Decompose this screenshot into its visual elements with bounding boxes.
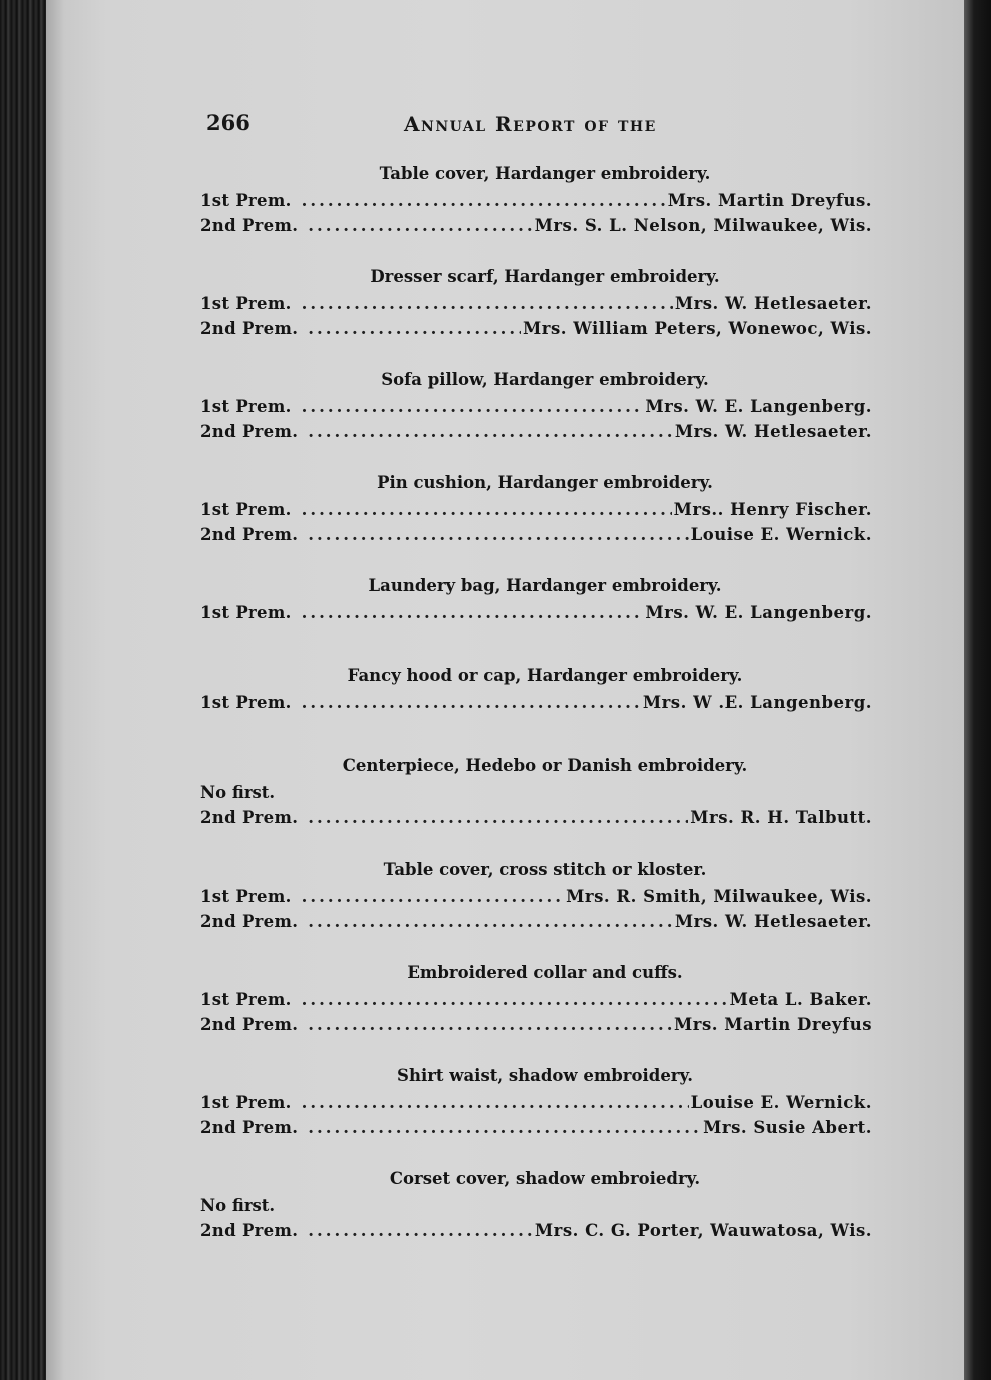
premium-label: 2nd Prem. <box>200 1015 299 1034</box>
premium-winner: Mrs. C. G. Porter, Wauwatosa, Wis. <box>534 1221 872 1240</box>
dot-leader <box>308 316 521 341</box>
section-table-cover-hardanger <box>200 160 872 263</box>
premium-entry <box>200 1090 872 1115</box>
dot-leader <box>302 394 644 419</box>
premium-label: 1st Prem. <box>200 693 292 712</box>
premium-winner: Mrs.. Henry Fischer. <box>673 500 872 519</box>
section-title: Dresser scarf, Hardanger embroidery. <box>370 267 720 286</box>
dot-leader <box>308 213 532 238</box>
premium-winner: Louise E. Wernick. <box>690 1093 872 1112</box>
section-title: Sofa pillow, Hardanger embroidery. <box>381 370 709 389</box>
premium-entry <box>200 1115 872 1140</box>
premium-winner: Mrs. W. Hetlesaeter. <box>674 912 872 931</box>
premium-label: 2nd Prem. <box>200 216 299 235</box>
section-title: Table cover, cross stitch or kloster. <box>383 860 707 879</box>
dot-leader <box>308 1115 701 1140</box>
premium-label: 1st Prem. <box>200 887 292 906</box>
premium-entry <box>200 291 872 316</box>
premium-winner: Mrs. Martin Dreyfus <box>674 1015 872 1034</box>
premium-label: 2nd Prem. <box>200 912 299 931</box>
section-table-cover-cross-stitch <box>200 856 872 959</box>
premium-label: 1st Prem. <box>200 294 292 313</box>
premium-entry <box>200 690 872 715</box>
premium-winner: Louise E. Wernick. <box>690 525 872 544</box>
book-binding <box>0 0 46 1380</box>
premium-entry <box>200 419 872 444</box>
premium-label: 2nd Prem. <box>200 808 299 827</box>
premium-entry <box>200 805 872 830</box>
page-number: 266 <box>206 110 250 135</box>
dot-leader <box>302 497 672 522</box>
premium-label: 2nd Prem. <box>200 525 299 544</box>
premium-label: 1st Prem. <box>200 191 292 210</box>
premium-winner: Meta L. Baker. <box>729 990 872 1009</box>
running-head: Annual Report of the <box>404 112 657 136</box>
premium-label: 1st Prem. <box>200 500 292 519</box>
premium-winner: Mrs. R. Smith, Milwaukee, Wis. <box>566 887 872 906</box>
dot-leader <box>302 188 666 213</box>
section-corset-cover <box>200 1165 872 1269</box>
premium-label: 2nd Prem. <box>200 1221 299 1240</box>
premium-label: 1st Prem. <box>200 397 292 416</box>
premium-winner: Mrs. Martin Dreyfus. <box>667 191 872 210</box>
section-centerpiece-hedebo <box>200 752 872 856</box>
premium-entry <box>200 497 872 522</box>
scan-edge <box>964 0 991 1380</box>
dot-leader <box>308 1012 672 1037</box>
premium-winner: Mrs. S. L. Nelson, Milwaukee, Wis. <box>534 216 872 235</box>
section-sofa-pillow <box>200 366 872 469</box>
premium-list <box>200 160 872 1269</box>
dot-leader <box>308 1218 533 1243</box>
section-shirt-waist <box>200 1062 872 1165</box>
section-pin-cushion <box>200 469 872 572</box>
premium-winner: Mrs. W. Hetlesaeter. <box>674 294 872 313</box>
premium-entry <box>200 909 872 934</box>
premium-winner: Mrs. W. Hetlesaeter. <box>674 422 872 441</box>
premium-entry <box>200 394 872 419</box>
premium-entry <box>200 987 872 1012</box>
section-title: Centerpiece, Hedebo or Danish embroidery. <box>342 756 748 775</box>
dot-leader <box>302 884 565 909</box>
section-title: Laundery bag, Hardanger embroidery. <box>368 576 722 595</box>
dot-leader <box>302 690 641 715</box>
premium-entry <box>200 316 872 341</box>
premium-winner: Mrs. William Peters, Wonewoc, Wis. <box>523 319 872 338</box>
section-laundery-bag <box>200 572 872 662</box>
premium-label: 1st Prem. <box>200 603 292 622</box>
document-page <box>46 0 964 1380</box>
dot-leader <box>302 291 673 316</box>
premium-entry <box>200 1218 872 1243</box>
premium-label: 1st Prem. <box>200 1093 292 1112</box>
premium-label: 2nd Prem. <box>200 1118 299 1137</box>
section-dresser-scarf <box>200 263 872 366</box>
dot-leader <box>302 987 728 1012</box>
dot-leader <box>308 522 688 547</box>
premium-entry <box>200 213 872 238</box>
section-title: Table cover, Hardanger embroidery. <box>379 164 711 183</box>
section-title: Shirt waist, shadow embroidery. <box>397 1066 693 1085</box>
dot-leader <box>308 909 673 934</box>
dot-leader <box>308 805 688 830</box>
section-embroidered-collar <box>200 959 872 1062</box>
premium-entry <box>200 884 872 909</box>
premium-entry <box>200 600 872 625</box>
no-first-note: No first. <box>200 1196 276 1215</box>
premium-entry <box>200 522 872 547</box>
dot-leader <box>302 1090 689 1115</box>
premium-winner: Mrs. Susie Abert. <box>703 1118 872 1137</box>
premium-label: 2nd Prem. <box>200 319 299 338</box>
dot-leader <box>308 419 673 444</box>
page-header <box>46 110 964 144</box>
premium-winner: Mrs. W .E. Langenberg. <box>642 693 872 712</box>
premium-entry <box>200 1012 872 1037</box>
section-title: Embroidered collar and cuffs. <box>407 963 683 982</box>
premium-entry <box>200 188 872 213</box>
section-title: Corset cover, shadow embroiedry. <box>389 1169 701 1188</box>
premium-winner: Mrs. W. E. Langenberg. <box>645 603 872 622</box>
section-title: Fancy hood or cap, Hardanger embroidery. <box>347 666 743 685</box>
premium-winner: Mrs. W. E. Langenberg. <box>645 397 872 416</box>
section-title: Pin cushion, Hardanger embroidery. <box>377 473 713 492</box>
premium-label: 1st Prem. <box>200 990 292 1009</box>
no-first-note: No first. <box>200 783 276 802</box>
premium-winner: Mrs. R. H. Talbutt. <box>690 808 872 827</box>
dot-leader <box>302 600 644 625</box>
section-fancy-hood <box>200 662 872 752</box>
premium-label: 2nd Prem. <box>200 422 299 441</box>
